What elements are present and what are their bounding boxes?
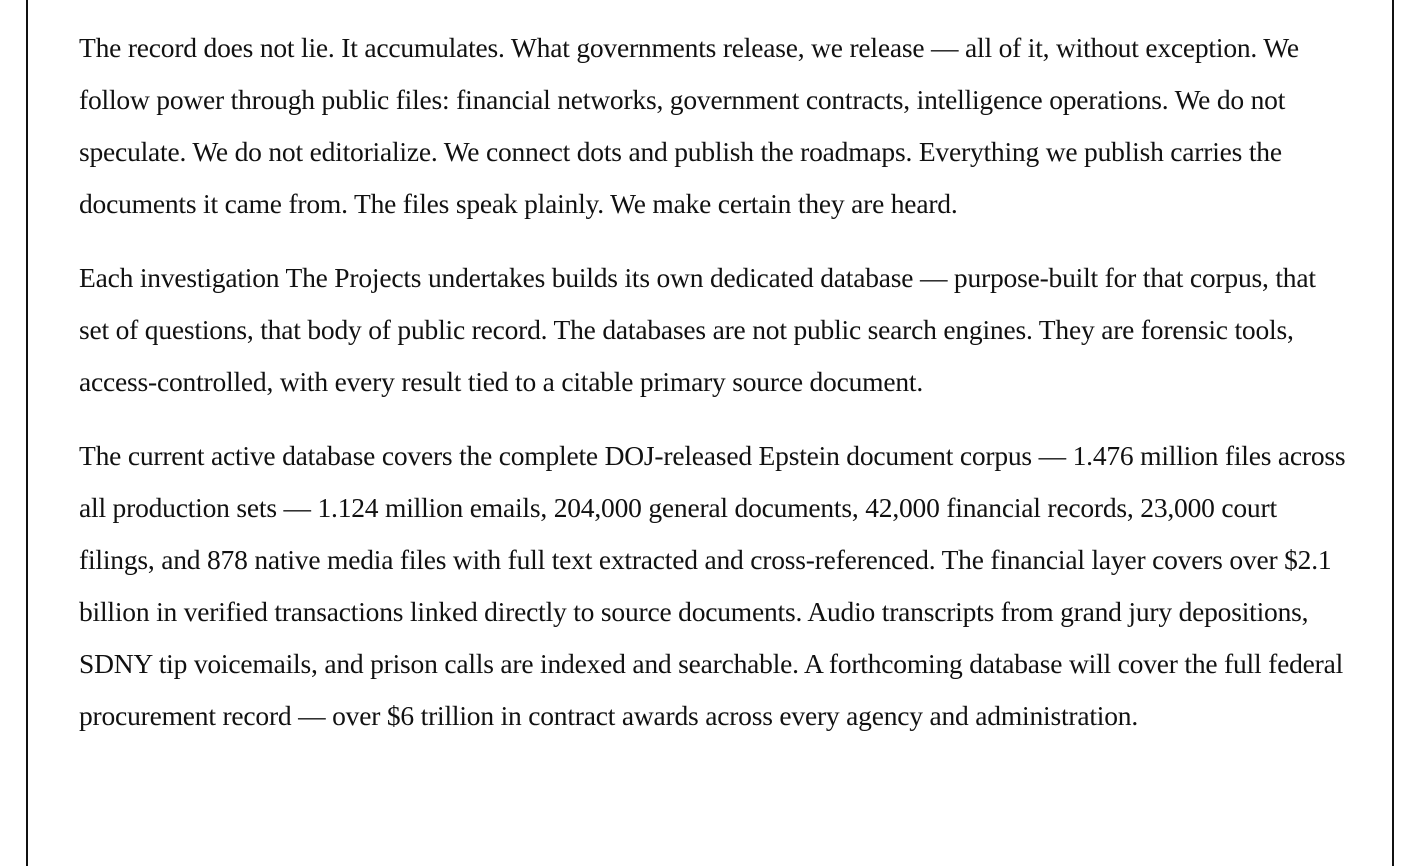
article-body [79, 22, 1349, 764]
paragraph-mission: The record does not lie. It accumulates. What governments release, we release — all of it, without exception. We follow power through public files: financial networks, government contracts, intelligence operations. We do not speculate. We do not editorialize. We connect dots and publish the roadmaps. Everything we publish carries the documents it came from. The files speak plainly. We make certain they are heard. [79, 32, 1299, 219]
paragraph-current-database: The current active database covers the complete DOJ-released Epstein document corpus — 1.476 million files across all production sets — 1.124 million emails, 204,000 general documents, 42,000 financial records, 23,000 court filings, and 878 native media files with full text extracted and cross-referenced. The financial layer covers over $2.1 billion in verified transactions linked directly to source documents. Audio transcripts from grand jury depositions, SDNY tip voicemails, and prison calls are indexed and searchable. A forthcoming database will cover the full federal procurement record — over $6 trillion in contract awards across every agency and administration. [79, 440, 1346, 731]
paragraph-investigations: Each investigation The Projects undertakes builds its own dedicated database — purpose-built for that corpus, that set of questions, that body of public record. The databases are not public search engines. They are forensic tools, access-controlled, with every result tied to a citable primary source document. [79, 262, 1316, 397]
page-frame [26, 0, 1394, 866]
